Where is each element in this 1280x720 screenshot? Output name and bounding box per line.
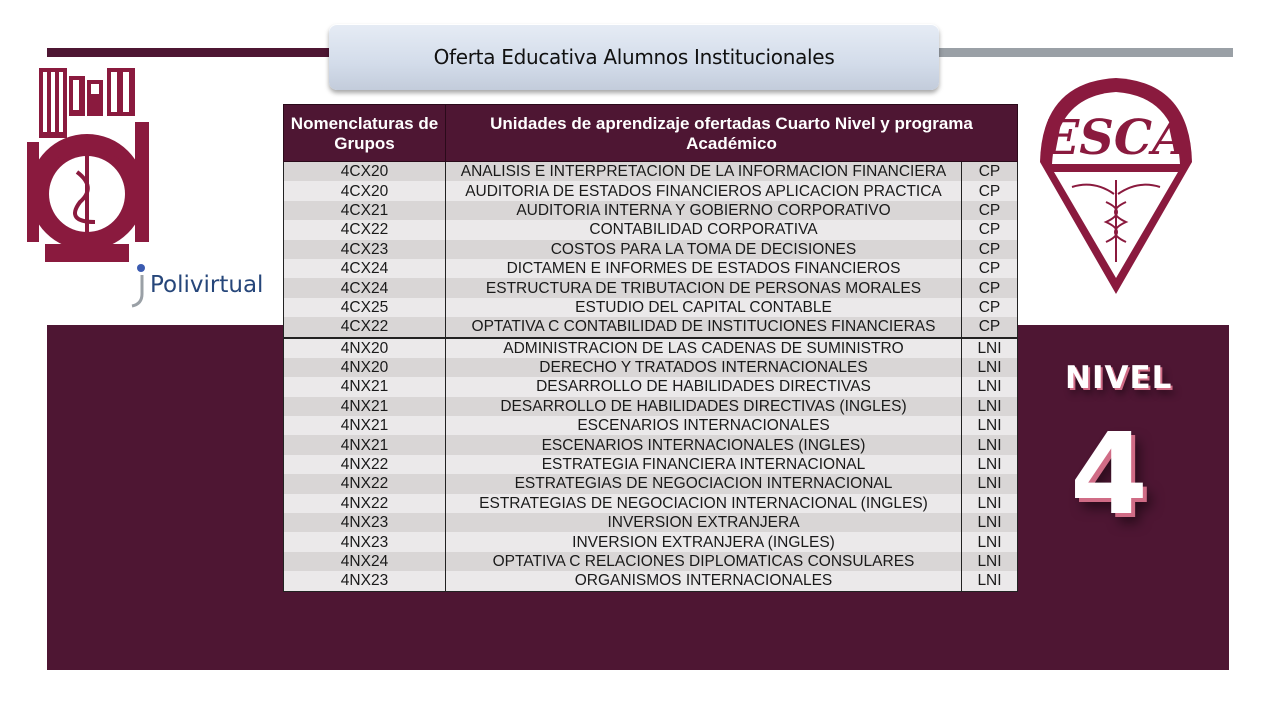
program-cell: CP [962, 278, 1018, 297]
title-banner [329, 24, 939, 90]
table-row [284, 240, 1018, 259]
program-cell: CP [962, 259, 1018, 278]
program-cell: LNI [962, 435, 1018, 454]
unit-cell: DICTAMEN E INFORMES DE ESTADOS FINANCIEROS [446, 259, 962, 278]
level-number: 4 [1070, 410, 1148, 540]
table-body [284, 162, 1018, 592]
program-cell: CP [962, 162, 1018, 182]
group-cell: 4NX21 [284, 377, 446, 396]
table-header-row [284, 105, 1018, 162]
unit-cell: AUDITORIA INTERNA Y GOBIERNO CORPORATIVO [446, 201, 962, 220]
esca-logo-icon [1032, 72, 1200, 297]
table-row [284, 494, 1018, 513]
group-cell: 4NX22 [284, 474, 446, 493]
table-row [284, 278, 1018, 297]
group-cell: 4CX23 [284, 240, 446, 259]
program-cell: CP [962, 298, 1018, 317]
polivirtual-logo [128, 260, 263, 310]
ipn-logo-icon [25, 62, 155, 272]
group-cell: 4NX20 [284, 358, 446, 377]
table-row [284, 474, 1018, 493]
header-bar-right [935, 48, 1233, 57]
course-table [283, 104, 1018, 592]
unit-cell: ESCENARIOS INTERNACIONALES [446, 416, 962, 435]
table-row [284, 298, 1018, 317]
table-row [284, 259, 1018, 278]
program-cell: CP [962, 220, 1018, 239]
table-row [284, 571, 1018, 591]
group-cell: 4CX24 [284, 278, 446, 297]
program-cell: LNI [962, 397, 1018, 416]
group-cell: 4NX24 [284, 552, 446, 571]
table-row [284, 181, 1018, 200]
program-cell: LNI [962, 474, 1018, 493]
unit-cell: ESTRATEGIAS DE NEGOCIACION INTERNACIONAL (INGLES) [446, 494, 962, 513]
unit-cell: ESTUDIO DEL CAPITAL CONTABLE [446, 298, 962, 317]
group-cell: 4NX21 [284, 435, 446, 454]
unit-cell: DESARROLLO DE HABILIDADES DIRECTIVAS (INGLES) [446, 397, 962, 416]
unit-cell: ANALISIS E INTERPRETACION DE LA INFORMACION FINANCIERA [446, 162, 962, 182]
header-groups: Nomenclaturas de Grupos [284, 105, 446, 162]
group-cell: 4CX25 [284, 298, 446, 317]
header-bar-left [47, 48, 337, 57]
group-cell: 4NX23 [284, 532, 446, 551]
table-row [284, 532, 1018, 551]
table-row [284, 317, 1018, 337]
table-row [284, 162, 1018, 182]
unit-cell: DESARROLLO DE HABILIDADES DIRECTIVAS [446, 377, 962, 396]
table-row [284, 338, 1018, 358]
polivirtual-text: Polivirtual [150, 272, 264, 298]
unit-cell: OPTATIVA C RELACIONES DIPLOMATICAS CONSULARES [446, 552, 962, 571]
program-cell: LNI [962, 455, 1018, 474]
unit-cell: DERECHO Y TRATADOS INTERNACIONALES [446, 358, 962, 377]
unit-cell: ESCENARIOS INTERNACIONALES (INGLES) [446, 435, 962, 454]
unit-cell: ESTRUCTURA DE TRIBUTACION DE PERSONAS MORALES [446, 278, 962, 297]
table-row [284, 201, 1018, 220]
program-cell: LNI [962, 338, 1018, 358]
program-cell: LNI [962, 494, 1018, 513]
unit-cell: CONTABILIDAD CORPORATIVA [446, 220, 962, 239]
program-cell: LNI [962, 358, 1018, 377]
table-row [284, 552, 1018, 571]
group-cell: 4CX22 [284, 220, 446, 239]
program-cell: LNI [962, 416, 1018, 435]
table-row [284, 513, 1018, 532]
program-cell: LNI [962, 552, 1018, 571]
group-cell: 4NX20 [284, 338, 446, 358]
table-row [284, 455, 1018, 474]
unit-cell: ESTRATEGIA FINANCIERA INTERNACIONAL [446, 455, 962, 474]
group-cell: 4CX22 [284, 317, 446, 337]
unit-cell: ORGANISMOS INTERNACIONALES [446, 571, 962, 591]
group-cell: 4CX20 [284, 162, 446, 182]
group-cell: 4NX23 [284, 571, 446, 591]
svg-text:ESCA: ESCA [1042, 110, 1190, 166]
program-cell: CP [962, 240, 1018, 259]
program-cell: CP [962, 201, 1018, 220]
unit-cell: INVERSION EXTRANJERA (INGLES) [446, 532, 962, 551]
table-row [284, 358, 1018, 377]
table-row [284, 416, 1018, 435]
table-row [284, 377, 1018, 396]
unit-cell: INVERSION EXTRANJERA [446, 513, 962, 532]
table-row [284, 220, 1018, 239]
page-title: Oferta Educativa Alumnos Institucionales [433, 45, 835, 69]
table-row [284, 397, 1018, 416]
group-cell: 4NX23 [284, 513, 446, 532]
polivirtual-mark-icon [128, 262, 148, 308]
unit-cell: OPTATIVA C CONTABILIDAD DE INSTITUCIONES FINANCIERAS [446, 317, 962, 337]
program-cell: LNI [962, 513, 1018, 532]
level-label: NIVEL [1065, 360, 1173, 396]
program-cell: LNI [962, 571, 1018, 591]
group-cell: 4CX20 [284, 181, 446, 200]
group-cell: 4NX22 [284, 455, 446, 474]
unit-cell: COSTOS PARA LA TOMA DE DECISIONES [446, 240, 962, 259]
group-cell: 4CX24 [284, 259, 446, 278]
program-cell: LNI [962, 377, 1018, 396]
program-cell: CP [962, 181, 1018, 200]
group-cell: 4NX21 [284, 416, 446, 435]
unit-cell: AUDITORIA DE ESTADOS FINANCIEROS APLICACION PRACTICA [446, 181, 962, 200]
program-cell: CP [962, 317, 1018, 337]
group-cell: 4CX21 [284, 201, 446, 220]
group-cell: 4NX22 [284, 494, 446, 513]
unit-cell: ESTRATEGIAS DE NEGOCIACION INTERNACIONAL [446, 474, 962, 493]
group-cell: 4NX21 [284, 397, 446, 416]
program-cell: LNI [962, 532, 1018, 551]
table-row [284, 435, 1018, 454]
header-units: Unidades de aprendizaje ofertadas Cuarto Nivel y programa Académico [446, 105, 1018, 162]
unit-cell: ADMINISTRACION DE LAS CADENAS DE SUMINISTRO [446, 338, 962, 358]
